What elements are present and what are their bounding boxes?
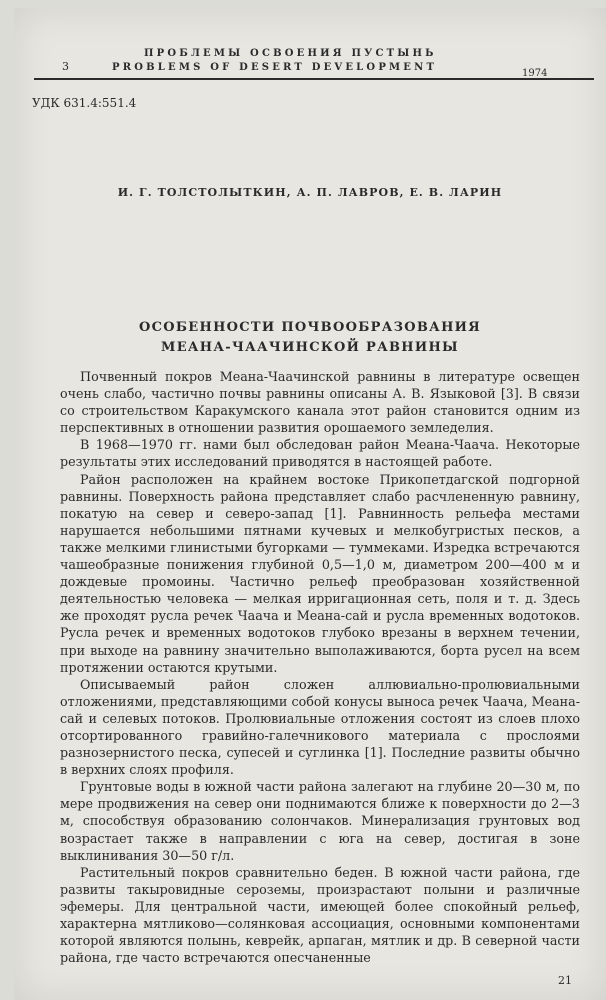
journal-title-ru: ПРОБЛЕМЫ ОСВОЕНИЯ ПУСТЫНЬ — [144, 48, 437, 59]
paragraph: Растительный покров сравнительно беден. В южной части района, где развиты такыровидные сероземы, произрастают полыни и различные эфемеры. Для центральной части, имеющей более спокойный рельеф, характерна мятликово—солянковая ассоциация, основными компонентами которой являются полынь, кеврейк, арпаган, мятлик и др. В северной части района, где часто встречаются опесчаненные — [60, 864, 580, 966]
paragraph: В 1968—1970 гг. нами был обследован район Меана-Чаача. Некоторые результаты этих исследований приводятся в настоящей работе. — [60, 437, 580, 470]
issue-number: 3 — [62, 60, 69, 73]
header-rule — [34, 78, 594, 80]
paragraph: Почвенный покров Меана-Чаачинской равнины в литературе освещен очень слабо, частично почвы равнины описаны А. В. Языковой [3]. В связи со строительством Каракумского канала этот район становится одним из перспективных в отношении развития орошаемого земледелия. — [60, 369, 580, 436]
article-title-line-1: ОСОБЕННОСТИ ПОЧВООБРАЗОВАНИЯ — [138, 320, 481, 335]
journal-year: 1974 — [522, 68, 548, 79]
page-number: 21 — [558, 974, 572, 987]
udk-code: УДК 631.4:551.4 — [32, 96, 137, 110]
authors-line: И. Г. ТОЛСТОЛЫТКИН, А. П. ЛАВРОВ, Е. В. ЛАРИН — [117, 186, 503, 199]
article-body — [60, 368, 580, 966]
article-title-line-2: МЕАНА-ЧААЧИНСКОЙ РАВНИНЫ — [161, 340, 459, 355]
paragraph: Грунтовые воды в южной части района залегают на глубине 20—30 м, по мере продвижения на север они поднимаются ближе к поверхности до 2—3 м, способствуя образованию солончаков. Минерализация грунтовых вод возрастает также в направлении с юга на север, достигая в зоне выклинивания 30—50 г/л. — [60, 779, 580, 863]
paragraph: Описываемый район сложен аллювиально-пролювиальными отложениями, представляющими собой конусы выноса речек Чаача, Меана-сай и селевых потоков. Пролювиальные отложения состоят из слоев плохо отсортированного гравийно-галечникового материала с прослоями разнозернистого песка, супесей и суглинка [1]. Последние развиты обычно в верхних слоях профиля. — [60, 676, 580, 778]
article-title — [14, 318, 606, 358]
journal-title-en: PROBLEMS OF DESERT DEVELOPMENT — [112, 62, 438, 73]
document-page — [14, 8, 606, 1000]
paragraph: Район расположен на крайнем востоке Прикопетдагской подгорной равнины. Поверхность района представляет слабо расчлененную равнину, покатую на север и северо-запад [1]. Равнинность рельефа местами нарушается небольшими пятнами кучевых и мелкобугристых песков, а также мелкими глинистыми бугорками — туммеками. Изредка встречаются чашеобразные понижения глубиной 0,5—1,0 м, диаметром 200—400 м и дождевые промоины. Частично рельеф преобразован хозяйственной деятельностью человека — мелкая ирригационная сеть, поля и т. д. Здесь же проходят русла речек Чаача и Меана-сай и русла временных водотоков. Русла речек и временных водотоков глубоко врезаны в верхнем течении, при выходе на равнину значительно выполаживаются, борта русел на всем протяжении остаются крутыми. — [60, 471, 580, 675]
